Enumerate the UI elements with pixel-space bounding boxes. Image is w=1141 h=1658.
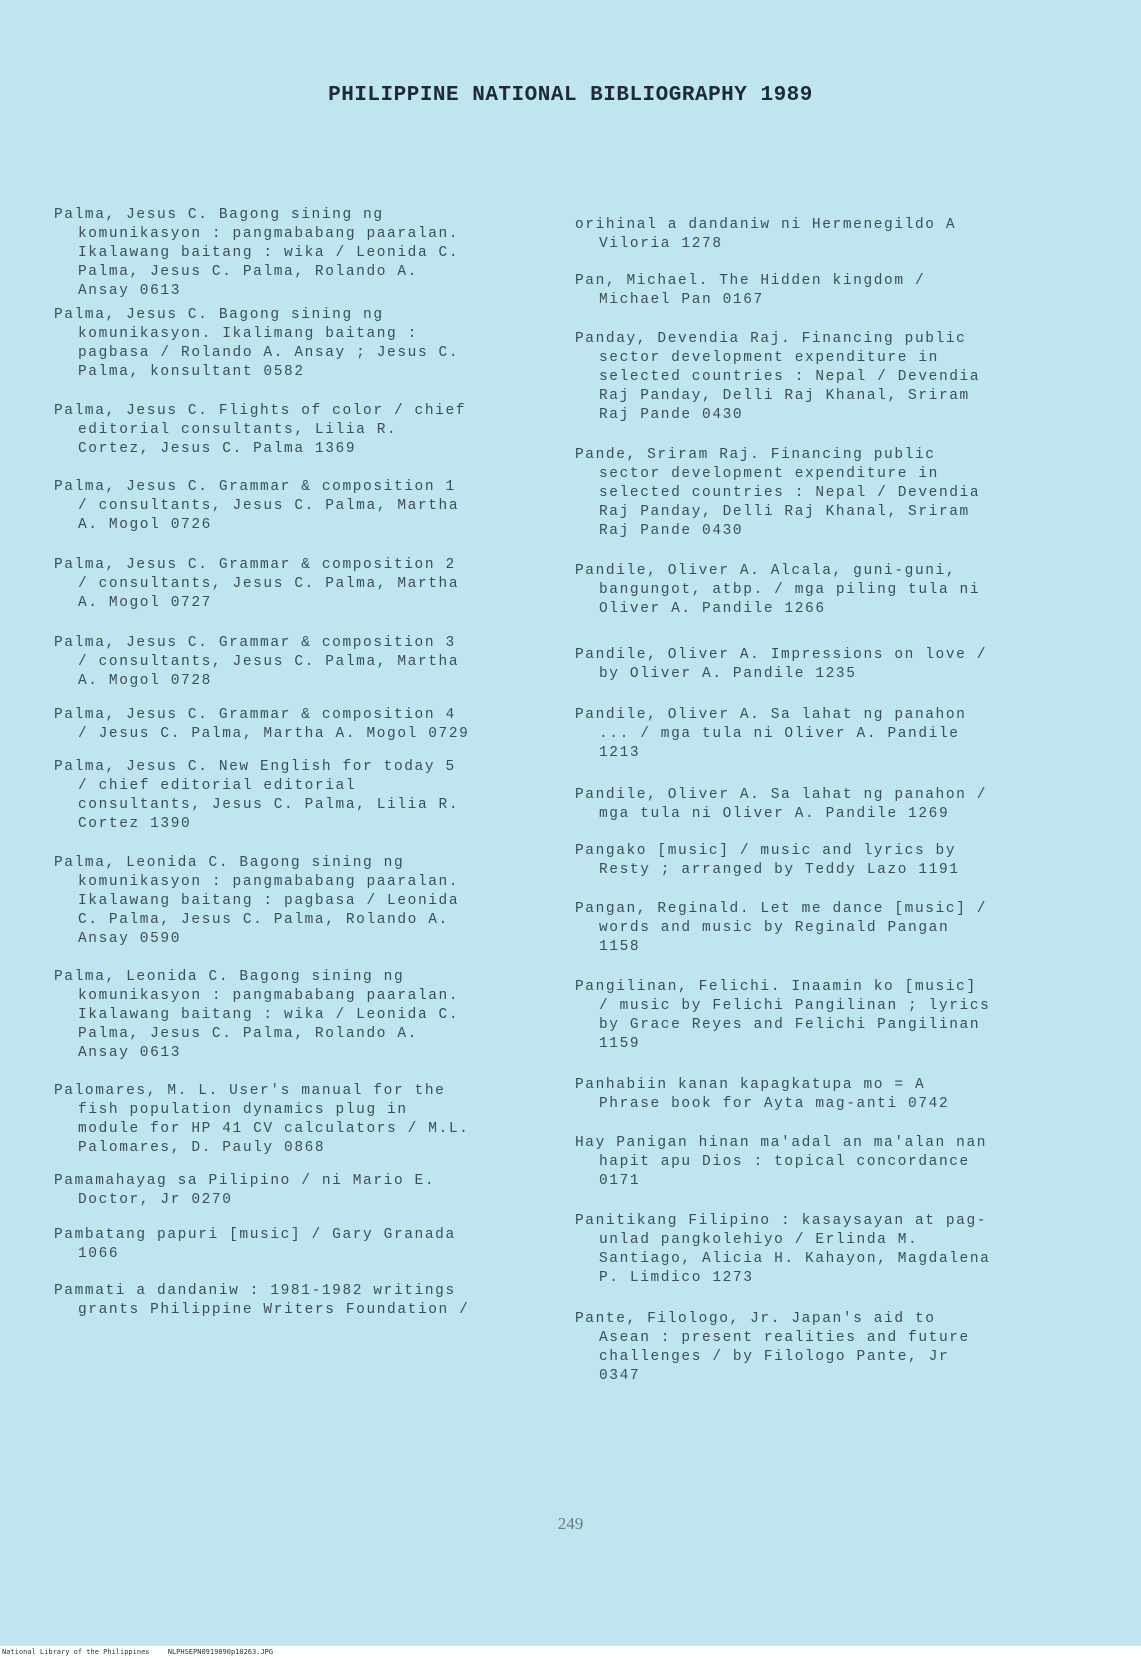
entry-right-10: Pangan, Reginald. Let me dance [music] / words and music by Reginald Pangan 1158 — [575, 901, 988, 955]
entry-right-4: Pande, Sriram Raj. Financing public sector development expenditure in selected countries : Nepal / Devendia Raj Panday, Delli Raj Khanal, Sriram Raj Pande 0430 — [575, 447, 981, 539]
entry-right-14: Panitikang Filipino : kasaysayan at pag- unlad pangkolehiyo / Erlinda M. Santiago, Alicia H. Kahayon, Magdalena P. Limdico 1273 — [575, 1213, 991, 1286]
entry-right-5: Pandile, Oliver A. Alcala, guni-guni, bangungot, atbp. / mga piling tula ni Oliver A. Pandile 1266 — [575, 563, 981, 617]
entry-left-7: Palma, Jesus C. Grammar & composition 4 / Jesus C. Palma, Martha A. Mogol 0729 — [54, 707, 470, 742]
entry-right-1: orihinal a dandaniw ni Hermenegildo A Viloria 1278 — [575, 217, 957, 252]
scan-footer — [0, 1646, 1141, 1658]
entry-left-3: Palma, Jesus C. Flights of color / chief editorial consultants, Lilia R. Cortez, Jesus C. Palma 1369 — [54, 403, 467, 457]
page-title: PHILIPPINE NATIONAL BIBLIOGRAPHY 1989 — [328, 84, 813, 107]
entry-left-11: Palomares, M. L. User's manual for the fish population dynamics plug in module for HP 41 CV calculators / M.L. Palomares, D. Pauly 0868 — [54, 1083, 470, 1156]
entry-right-9: Pangako [music] / music and lyrics by Resty ; arranged by Teddy Lazo 1191 — [575, 843, 960, 878]
entry-right-7: Pandile, Oliver A. Sa lahat ng panahon ... / mga tula ni Oliver A. Pandile 1213 — [575, 707, 967, 761]
entry-left-10: Palma, Leonida C. Bagong sining ng komunikasyon : pangmababang paaralan. Ikalawang baitang : wika / Leonida C. Palma, Jesus C. Palma, Rolando A. Ansay 0613 — [54, 969, 460, 1061]
entry-right-12: Panhabiin kanan kapagkatupa mo = A Phrase book for Ayta mag-anti 0742 — [575, 1077, 950, 1112]
footer-library: National Library of the Philippines — [2, 1648, 150, 1656]
page-number: 249 — [557, 1514, 584, 1533]
footer-file: NLPHSEPN0919890p10263.JPG — [167, 1648, 274, 1656]
entry-left-14: Pammati a dandaniw : 1981-1982 writings grants Philippine Writers Foundation / — [54, 1283, 470, 1318]
entry-left-6: Palma, Jesus C. Grammar & composition 3 / consultants, Jesus C. Palma, Martha A. Mogol 0728 — [54, 635, 460, 689]
entry-right-6: Pandile, Oliver A. Impressions on love / by Oliver A. Pandile 1235 — [575, 647, 988, 682]
entry-left-12: Pamamahayag sa Pilipino / ni Mario E. Doctor, Jr 0270 — [54, 1173, 436, 1208]
entry-right-3: Panday, Devendia Raj. Financing public sector development expenditure in selected countries : Nepal / Devendia Raj Panday, Delli Raj Khanal, Sriram Raj Pande 0430 — [575, 331, 981, 423]
entry-left-5: Palma, Jesus C. Grammar & composition 2 / consultants, Jesus C. Palma, Martha A. Mogol 0727 — [54, 557, 460, 611]
entry-right-13: Hay Panigan hinan ma'adal an ma'alan nan hapit apu Dios : topical concordance 0171 — [575, 1135, 988, 1189]
entry-left-4: Palma, Jesus C. Grammar & composition 1 / consultants, Jesus C. Palma, Martha A. Mogol 0726 — [54, 479, 460, 533]
entry-left-2: Palma, Jesus C. Bagong sining ng komunikasyon. Ikalimang baitang : pagbasa / Rolando A. Ansay ; Jesus C. Palma, konsultant 0582 — [54, 307, 460, 380]
entry-left-13: Pambatang papuri [music] / Gary Granada 1066 — [54, 1227, 456, 1262]
entry-left-8: Palma, Jesus C. New English for today 5 / chief editorial editorial consultants, Jesus C. Palma, Lilia R. Cortez 1390 — [54, 759, 460, 832]
entry-left-9: Palma, Leonida C. Bagong sining ng komunikasyon : pangmababang paaralan. Ikalawang baitang : pagbasa / Leonida C. Palma, Jesus C. Palma, Rolando A. Ansay 0590 — [54, 855, 460, 947]
entry-right-15: Pante, Filologo, Jr. Japan's aid to Asean : present realities and future challenges / by Filologo Pante, Jr 0347 — [575, 1311, 970, 1384]
entry-right-8: Pandile, Oliver A. Sa lahat ng panahon / mga tula ni Oliver A. Pandile 1269 — [575, 787, 988, 822]
entry-right-11: Pangilinan, Felichi. Inaamin ko [music] / music by Felichi Pangilinan ; lyrics by Grace Reyes and Felichi Pangilinan 1159 — [575, 979, 991, 1052]
entry-right-2: Pan, Michael. The Hidden kingdom / Michael Pan 0167 — [575, 273, 926, 308]
entry-left-1: Palma, Jesus C. Bagong sining ng komunikasyon : pangmababang paaralan. Ikalawang baitang : wika / Leonida C. Palma, Jesus C. Palma, Rolando A. Ansay 0613 — [54, 207, 460, 299]
